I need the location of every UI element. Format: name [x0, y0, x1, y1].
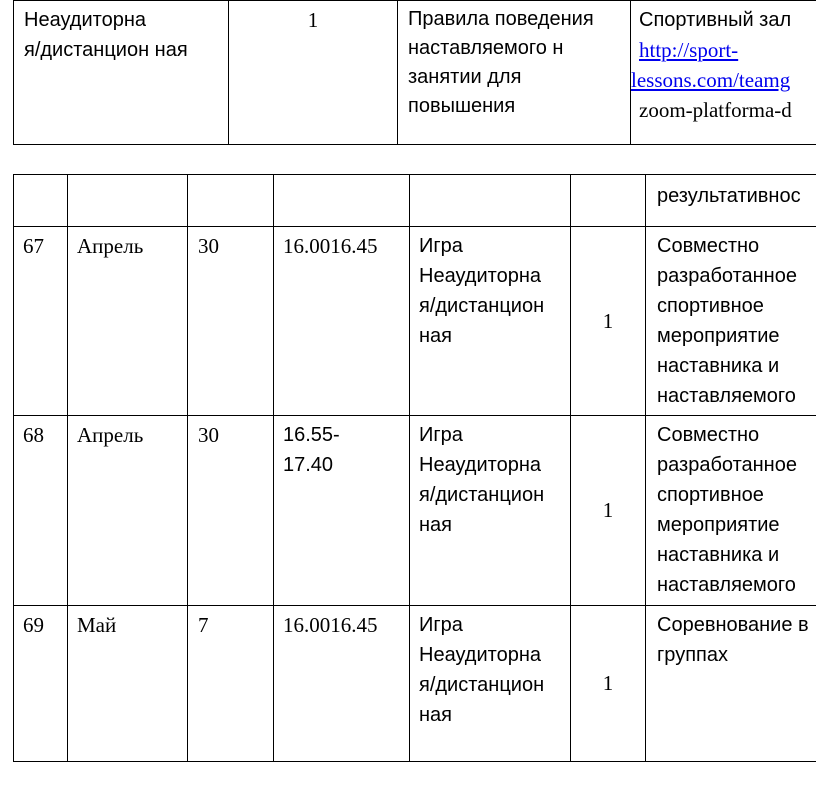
- time-line: 16.0016.45: [283, 234, 378, 258]
- result-cell: [646, 606, 816, 762]
- form-line: Игра: [419, 424, 463, 446]
- day: 30: [198, 423, 219, 447]
- time-line: 17.40: [283, 454, 334, 476]
- form-line: Неаудиторна: [419, 454, 541, 476]
- form-line: ная: [419, 704, 452, 726]
- form-cell: [410, 416, 571, 606]
- form-line: Неаудиторна: [419, 644, 541, 666]
- month-cell: [68, 227, 188, 416]
- table-row: [14, 416, 816, 606]
- day-cell: [188, 606, 274, 762]
- hours-value: 1: [307, 8, 319, 32]
- time-line: 16.55-: [283, 424, 340, 446]
- place-line: zoom-platforma-d: [639, 98, 792, 122]
- hours-cell: [571, 606, 646, 762]
- topic-line: занятии для: [408, 66, 522, 88]
- month: Апрель: [77, 423, 144, 447]
- form-line: Неаудиторна: [24, 9, 146, 31]
- form-cell: [410, 606, 571, 762]
- row-number: 68: [23, 423, 44, 447]
- day-cell: [188, 416, 274, 606]
- row-number: 69: [23, 613, 44, 637]
- num-cell: [14, 606, 68, 762]
- month: Апрель: [77, 234, 144, 258]
- topic-line: наставляемого н: [408, 37, 564, 59]
- result-cell: [646, 416, 816, 606]
- num-cell: [14, 416, 68, 606]
- result-line: мероприятие: [657, 514, 780, 536]
- place-link-continued[interactable]: lessons.com/teamg: [631, 68, 791, 92]
- form-line: Игра: [419, 235, 463, 257]
- table-row: [14, 1, 816, 145]
- time-line: 16.0016.45: [283, 613, 378, 637]
- top-table-fragment: [13, 0, 816, 145]
- result-line: наставляемого: [657, 385, 796, 407]
- time-cell: [274, 227, 410, 416]
- time-cell: [274, 606, 410, 762]
- hours-value: 1: [602, 671, 614, 695]
- form-line: я/дистанцион: [419, 484, 545, 506]
- row-number: 67: [23, 234, 44, 258]
- time-cell: [274, 416, 410, 606]
- hours-cell: [571, 227, 646, 416]
- result-line: Соревнование в: [657, 614, 809, 636]
- result-line: спортивное: [657, 295, 764, 317]
- hours-value: 1: [602, 498, 614, 522]
- form-cell: [14, 1, 229, 145]
- day: 7: [198, 613, 209, 637]
- month-cell: [68, 606, 188, 762]
- topic-cell: [398, 1, 631, 145]
- result-line: результативнос: [657, 185, 801, 207]
- form-line: ная: [419, 325, 452, 347]
- table-cell: [410, 175, 571, 227]
- table-cell: [571, 175, 646, 227]
- place-cell: [631, 1, 816, 145]
- schedule-table: [13, 174, 816, 762]
- table-row: [14, 175, 816, 227]
- form-line: я/дистанцион: [419, 295, 545, 317]
- place-link[interactable]: http://sport-: [639, 38, 739, 62]
- result-cell: [646, 175, 816, 227]
- form-line: ная: [419, 514, 452, 536]
- month-cell: [68, 416, 188, 606]
- result-line: разработанное: [657, 265, 797, 287]
- table-cell: [68, 175, 188, 227]
- month: Май: [77, 613, 117, 637]
- result-line: разработанное: [657, 454, 797, 476]
- result-line: наставника и: [657, 544, 780, 566]
- result-line: Совместно: [657, 424, 760, 446]
- result-line: Совместно: [657, 235, 760, 257]
- table-row: [14, 606, 816, 762]
- result-cell: [646, 227, 816, 416]
- hours-cell: [571, 416, 646, 606]
- result-line: наставника и: [657, 355, 780, 377]
- day-cell: [188, 227, 274, 416]
- form-line: Неаудиторна: [419, 265, 541, 287]
- day: 30: [198, 234, 219, 258]
- hours-cell: [229, 1, 398, 145]
- topic-line: Правила поведения: [408, 8, 594, 30]
- num-cell: [14, 227, 68, 416]
- result-line: спортивное: [657, 484, 764, 506]
- form-cell: [410, 227, 571, 416]
- topic-line: повышения: [408, 95, 516, 117]
- result-line: наставляемого: [657, 574, 796, 596]
- result-line: мероприятие: [657, 325, 780, 347]
- form-line: Игра: [419, 614, 463, 636]
- table-row: [14, 227, 816, 416]
- result-line: группах: [657, 644, 728, 666]
- hours-value: 1: [602, 308, 614, 333]
- table-cell: [274, 175, 410, 227]
- table-cell: [188, 175, 274, 227]
- form-line: я/дистанцион ная: [24, 39, 188, 61]
- table-cell: [14, 175, 68, 227]
- form-line: я/дистанцион: [419, 674, 545, 696]
- place-line: Спортивный зал: [639, 9, 792, 31]
